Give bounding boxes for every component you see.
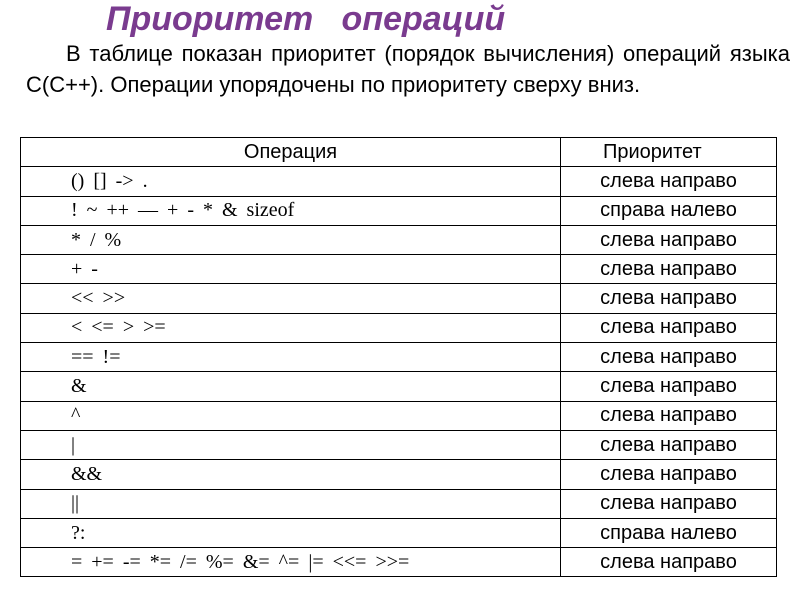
associativity-cell: слева направо: [561, 401, 777, 430]
table-row: [21, 225, 777, 254]
operator-precedence-table: [20, 137, 777, 577]
operator-cell: () [] -> .: [21, 167, 561, 196]
table-row: [21, 313, 777, 342]
operator-cell: &: [21, 372, 561, 401]
operator-cell: &&: [21, 460, 561, 489]
associativity-cell: справа налево: [561, 196, 777, 225]
associativity-cell: слева направо: [561, 255, 777, 284]
operator-cell: |: [21, 430, 561, 459]
header-priority: Приоритет: [561, 138, 777, 167]
header-operation: Операция: [21, 138, 561, 167]
table-row: [21, 343, 777, 372]
table-row: [21, 548, 777, 577]
intro-paragraph: В таблице показан приоритет (порядок вычисления) операций языка С(С++). Операции упорядочены по приоритету сверху вниз.: [26, 41, 790, 97]
associativity-cell: слева направо: [561, 167, 777, 196]
table-row: [21, 196, 777, 225]
associativity-cell: слева направо: [561, 489, 777, 518]
operator-cell: == !=: [21, 343, 561, 372]
table-row: [21, 167, 777, 196]
associativity-cell: слева направо: [561, 343, 777, 372]
operator-cell: + -: [21, 255, 561, 284]
table-row: [21, 401, 777, 430]
operator-cell: << >>: [21, 284, 561, 313]
table-row: [21, 430, 777, 459]
slide-title: Приоритет операций: [106, 0, 506, 38]
table-row: [21, 372, 777, 401]
operator-cell: ^: [21, 401, 561, 430]
operator-cell: ||: [21, 489, 561, 518]
operator-cell: ?:: [21, 518, 561, 547]
table-row: [21, 518, 777, 547]
operator-cell: = += -= *= /= %= &= ^= |= <<= >>=: [21, 548, 561, 577]
table-header-row: [21, 138, 777, 167]
table-row: [21, 284, 777, 313]
associativity-cell: слева направо: [561, 548, 777, 577]
associativity-cell: слева направо: [561, 460, 777, 489]
associativity-cell: слева направо: [561, 225, 777, 254]
table-row: [21, 255, 777, 284]
operator-cell: < <= > >=: [21, 313, 561, 342]
associativity-cell: слева направо: [561, 284, 777, 313]
associativity-cell: слева направо: [561, 430, 777, 459]
table-row: [21, 489, 777, 518]
operator-cell: * / %: [21, 225, 561, 254]
associativity-cell: слева направо: [561, 313, 777, 342]
associativity-cell: слева направо: [561, 372, 777, 401]
associativity-cell: справа налево: [561, 518, 777, 547]
table-row: [21, 460, 777, 489]
operator-cell: ! ~ ++ — + - * & sizeof: [21, 196, 561, 225]
